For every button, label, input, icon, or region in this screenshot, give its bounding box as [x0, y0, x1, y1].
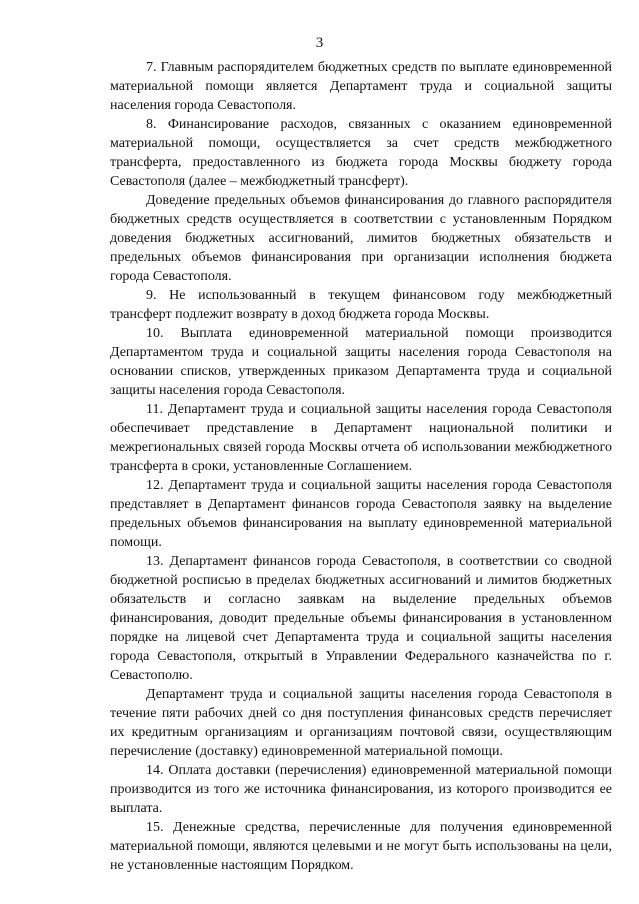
paragraph-13-continued: Департамент труда и социальной защиты населения города Севастополя в течение пяти рабочих дней со дня поступления финансовых средств перечисляет их кредитным организациям и организациям почтовой связи, осуществляющим перечисление (доставку) единовременной материальной помощи.: [110, 687, 612, 759]
paragraph-7: 7. Главным распорядителем бюджетных средств по выплате единовременной материальной помощи является Департамент труда и социальной защиты населения города Севастополя.: [110, 60, 612, 113]
paragraph-15: 15. Денежные средства, перечисленные для получения единовременной материальной помощи, являются целевыми и не могут быть использованы на цели, не установленные настоящим Порядком.: [110, 820, 612, 873]
paragraph-9: 9. Не использованный в текущем финансовом году межбюджетный трансферт подлежит возврату в доход бюджета города Москвы.: [110, 288, 612, 322]
page-number: 3: [315, 35, 324, 51]
paragraph-8: 8. Финансирование расходов, связанных с оказанием единовременной материальной помощи, осуществляется за счет средств межбюджетного трансферта, предоставленного из бюджета города Москвы бюджету города Севастополя (далее – межбюджетный трансферт).: [110, 117, 612, 189]
document-body: [110, 58, 612, 875]
paragraph-13: 13. Департамент финансов города Севастополя, в соответствии со сводной бюджетной росписью в пределах бюджетных ассигнований и лимитов бюджетных обязательств и согласно заявкам на выделение предельных объемов финансирования, доводит предельные объемы финансирования в установленном порядке на лицевой счет Департамента труда и социальной защиты населения города Севастополя, открытый в Управлении Федерального казначейства по г. Севастополю.: [110, 554, 612, 683]
paragraph-14: 14. Оплата доставки (перечисления) единовременной материальной помощи производится из того же источника финансирования, из которого производится ее выплата.: [110, 763, 612, 816]
paragraph-8-continued: Доведение предельных объемов финансирования до главного распорядителя бюджетных средств осуществляется в соответствии с установленным Порядком доведения бюджетных ассигнований, лимитов бюджетных обязательств и предельных объемов финансирования при организации исполнения бюджета города Севастополя.: [110, 193, 612, 284]
paragraph-12: 12. Департамент труда и социальной защиты населения города Севастополя представляет в Департамент финансов города Севастополя заявку на выделение предельных объемов финансирования на выплату единовременной материальной помощи.: [110, 478, 612, 550]
paragraph-10: 10. Выплата единовременной материальной помощи производится Департаментом труда и социальной защиты населения города Севастополя на основании списков, утвержденных приказом Департамента труда и социальной защиты населения города Севастополя.: [110, 326, 612, 398]
paragraph-11: 11. Департамент труда и социальной защиты населения города Севастополя обеспечивает представление в Департамент национальной политики и межрегиональных связей города Москвы отчета об использовании межбюджетного трансферта в сроки, установленные Соглашением.: [110, 402, 612, 474]
